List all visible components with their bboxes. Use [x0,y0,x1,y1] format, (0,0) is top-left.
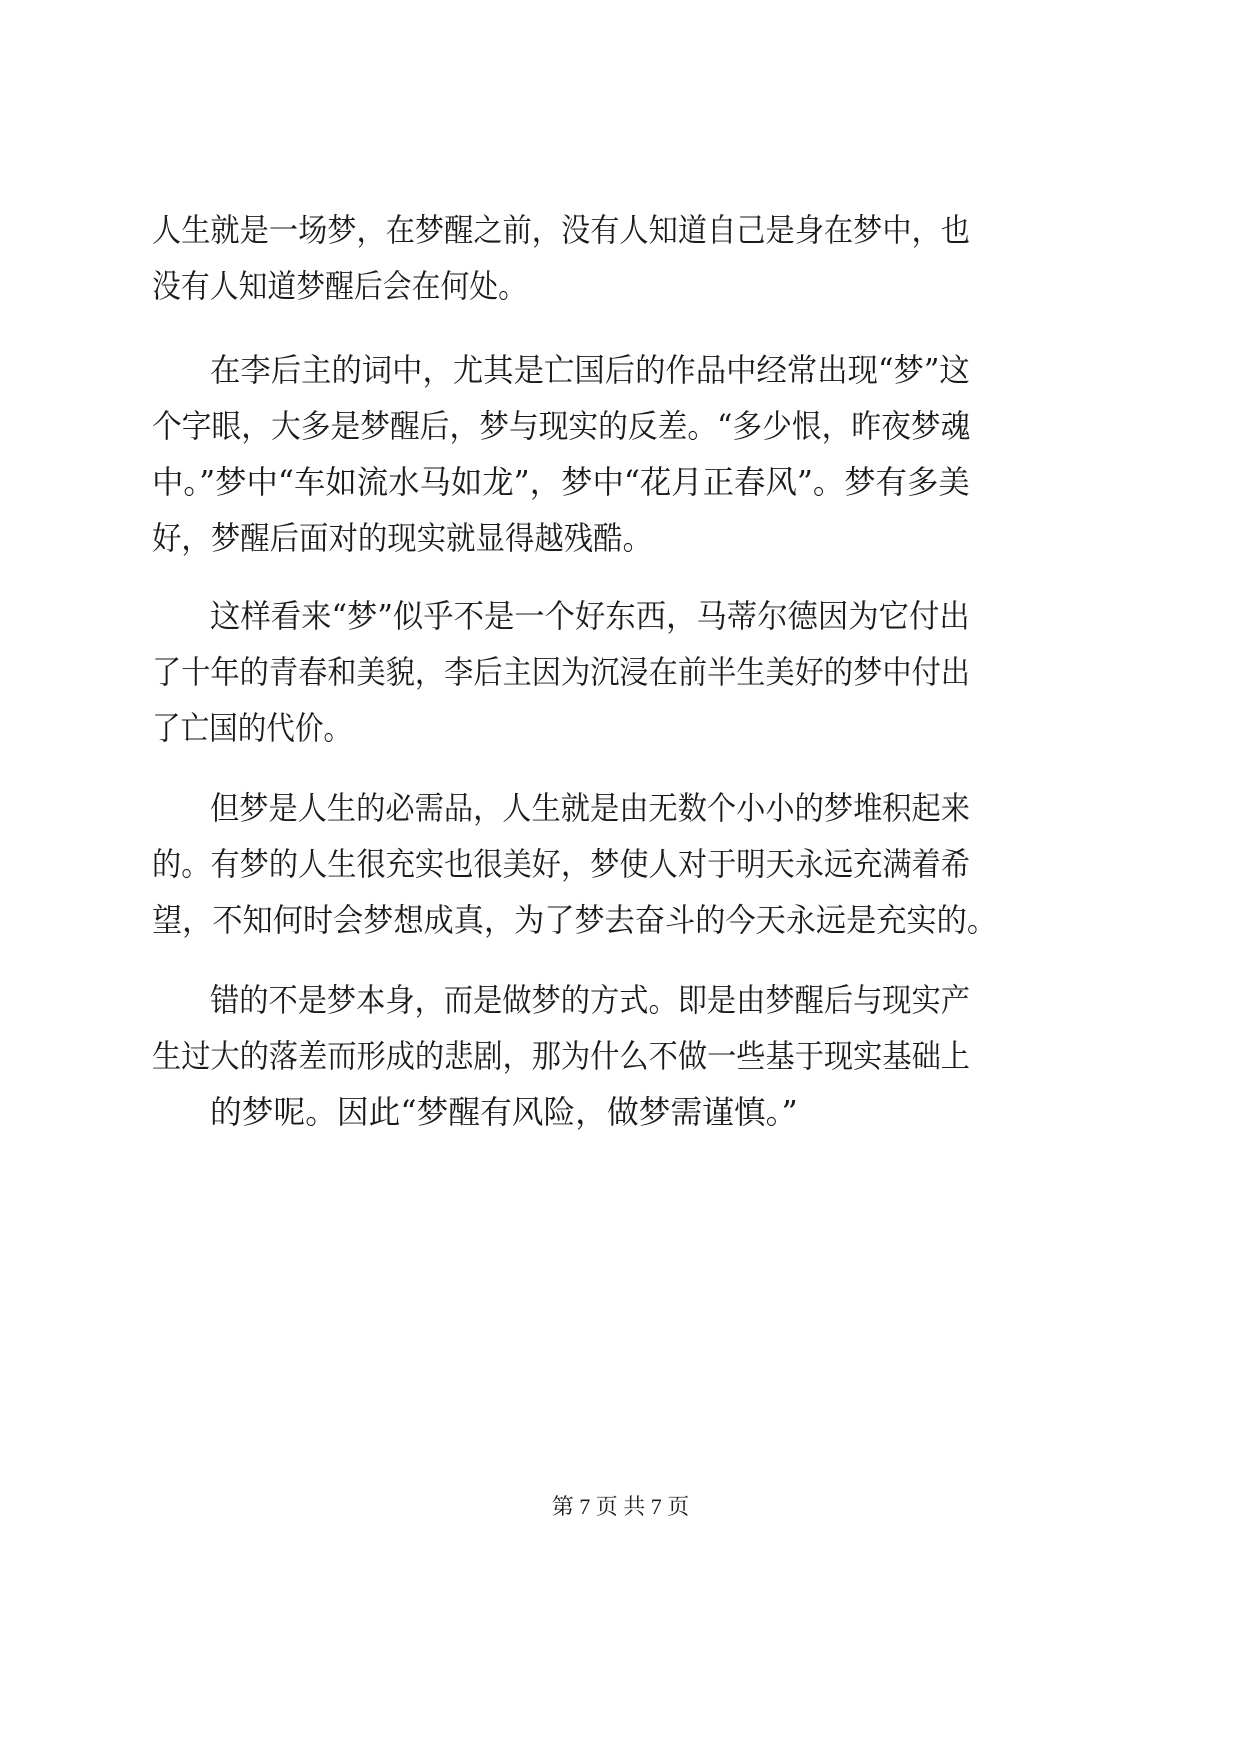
paragraph-line: 在李后主的词中，尤其是亡国后的作品中经常出现“梦”这 [210,351,970,389]
paragraph-line: 人生就是一场梦，在梦醒之前，没有人知道自己是身在梦中，也 [152,211,971,249]
paragraph-line: 没有人知道梦醒后会在何处。 [152,267,528,305]
paragraph-line: 生过大的落差而形成的悲剧，那为什么不做一些基于现实基础上 [152,1037,971,1075]
paragraph-line: 望，不知何时会梦想成真，为了梦去奋斗的今天永远是充实的。 [152,901,998,939]
paragraph-line: 的。有梦的人生很充实也很美好，梦使人对于明天永远充满着希 [152,845,971,883]
paragraph-line: 好，梦醒后面对的现实就显得越残酷。 [152,519,653,557]
paragraph-line: 了亡国的代价。 [152,709,353,747]
paragraph-line: 错的不是梦本身，而是做梦的方式。即是由梦醒后与现实产 [210,981,971,1019]
paragraph-line: 但梦是人生的必需品，人生就是由无数个小小的梦堆积起来 [210,789,971,827]
paragraph-line: 个字眼，大多是梦醒后，梦与现实的反差。“多少恨，昨夜梦魂 [152,407,971,445]
paragraph-line: 的梦呢。因此“梦醒有风险，做梦需谨慎。” [210,1093,798,1131]
paragraph-line: 了十年的青春和美貌，李后主因为沉浸在前半生美好的梦中付出 [152,653,971,691]
page-number-footer: 第 7 页 共 7 页 [551,1494,690,1519]
paragraph-line: 这样看来“梦”似乎不是一个好东西，马蒂尔德因为它付出 [210,597,970,635]
paragraph-line: 中。”梦中“车如流水马如龙”，梦中“花月正春风”。梦有多美 [152,463,970,501]
